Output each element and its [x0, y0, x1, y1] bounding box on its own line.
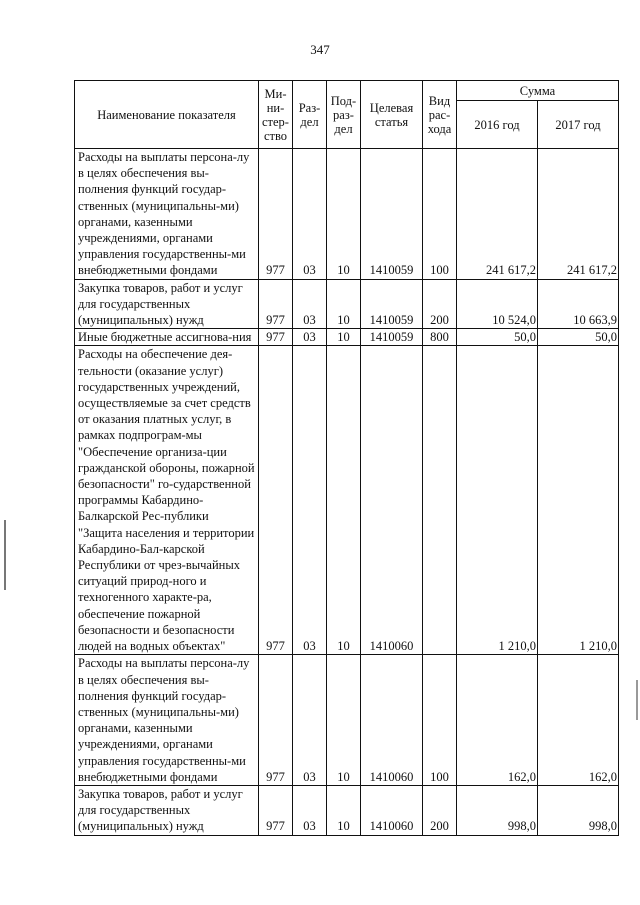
header-year-2017: 2017 год — [538, 101, 619, 149]
row-target: 1410059 — [361, 329, 423, 346]
row-sum-2016: 1 210,0 — [457, 346, 538, 655]
row-sum-2016: 998,0 — [457, 785, 538, 835]
left-margin-mark — [4, 520, 6, 590]
row-ministry: 977 — [259, 785, 293, 835]
table-row — [75, 329, 619, 346]
row-name: Закупка товаров, работ и услуг для государственных (муниципальных) нужд — [75, 785, 259, 835]
header-name: Наименование показателя — [75, 81, 259, 149]
row-target: 1410059 — [361, 149, 423, 280]
row-sum-2017: 162,0 — [538, 655, 619, 786]
row-target: 1410060 — [361, 346, 423, 655]
row-sum-2017: 998,0 — [538, 785, 619, 835]
header-ministry: Ми-ни-стер-ство — [259, 81, 293, 149]
row-name: Иные бюджетные ассигнова-ния — [75, 329, 259, 346]
row-ministry: 977 — [259, 279, 293, 329]
row-sum-2017: 1 210,0 — [538, 346, 619, 655]
row-section: 03 — [293, 655, 327, 786]
row-expense-type: 800 — [423, 329, 457, 346]
row-ministry: 977 — [259, 149, 293, 280]
budget-table — [74, 80, 619, 836]
table-row — [75, 346, 619, 655]
row-expense-type: 200 — [423, 785, 457, 835]
header-target: Целевая статья — [361, 81, 423, 149]
row-name: Закупка товаров, работ и услуг для государственных (муниципальных) нужд — [75, 279, 259, 329]
row-subsection: 10 — [327, 329, 361, 346]
header-year-2016: 2016 год — [457, 101, 538, 149]
row-expense-type — [423, 346, 457, 655]
row-target: 1410060 — [361, 785, 423, 835]
row-subsection: 10 — [327, 655, 361, 786]
table-row — [75, 279, 619, 329]
row-sum-2017: 50,0 — [538, 329, 619, 346]
row-expense-type: 100 — [423, 149, 457, 280]
row-sum-2016: 10 524,0 — [457, 279, 538, 329]
row-sum-2016: 241 617,2 — [457, 149, 538, 280]
row-target: 1410060 — [361, 655, 423, 786]
row-expense-type: 100 — [423, 655, 457, 786]
row-section: 03 — [293, 279, 327, 329]
row-ministry: 977 — [259, 346, 293, 655]
page-number: 347 — [310, 42, 330, 57]
table-row — [75, 785, 619, 835]
row-name: Расходы на выплаты персона-лу в целях обеспечения вы-полнения функций государ-ственных (муниципальны-ми) органами, казенными учреждениями, органами управления государственны-ми внебюджетными фондами — [75, 149, 259, 280]
header-sum: Сумма — [457, 81, 619, 101]
row-target: 1410059 — [361, 279, 423, 329]
row-section: 03 — [293, 149, 327, 280]
right-margin-mark — [636, 680, 638, 720]
row-subsection: 10 — [327, 346, 361, 655]
row-ministry: 977 — [259, 655, 293, 786]
row-sum-2017: 241 617,2 — [538, 149, 619, 280]
row-sum-2016: 162,0 — [457, 655, 538, 786]
header-section: Раз-дел — [293, 81, 327, 149]
table-row — [75, 149, 619, 280]
row-section: 03 — [293, 329, 327, 346]
row-ministry: 977 — [259, 329, 293, 346]
row-subsection: 10 — [327, 785, 361, 835]
row-section: 03 — [293, 785, 327, 835]
row-subsection: 10 — [327, 279, 361, 329]
row-expense-type: 200 — [423, 279, 457, 329]
row-sum-2016: 50,0 — [457, 329, 538, 346]
row-name: Расходы на выплаты персона-лу в целях обеспечения вы-полнения функций государ-ственных (муниципальны-ми) органами, казенными учреждениями, органами управления государственны-ми внебюджетными фондами — [75, 655, 259, 786]
header-expense-type: Вид рас-хода — [423, 81, 457, 149]
table-row — [75, 655, 619, 786]
row-section: 03 — [293, 346, 327, 655]
row-subsection: 10 — [327, 149, 361, 280]
row-sum-2017: 10 663,9 — [538, 279, 619, 329]
row-name: Расходы на обеспечение дея-тельности (оказание услуг) государственных учреждений, осуществляемые за счет средств от оказания платных услуг, в рамках подпрограм-мы "Обеспечение организа-ции гражданской обороны, пожарной безопасности" го-сударственной программы Кабардино-Балкарской Рес-публики "Защита населения и территории Кабардино-Бал-карской Республики от чрез-вычайных ситуаций природ-ного и техногенного характе-ра, обеспечение пожарной безопасности и безопасности людей на водных объектах" — [75, 346, 259, 655]
header-subsection: Под-раз-дел — [327, 81, 361, 149]
